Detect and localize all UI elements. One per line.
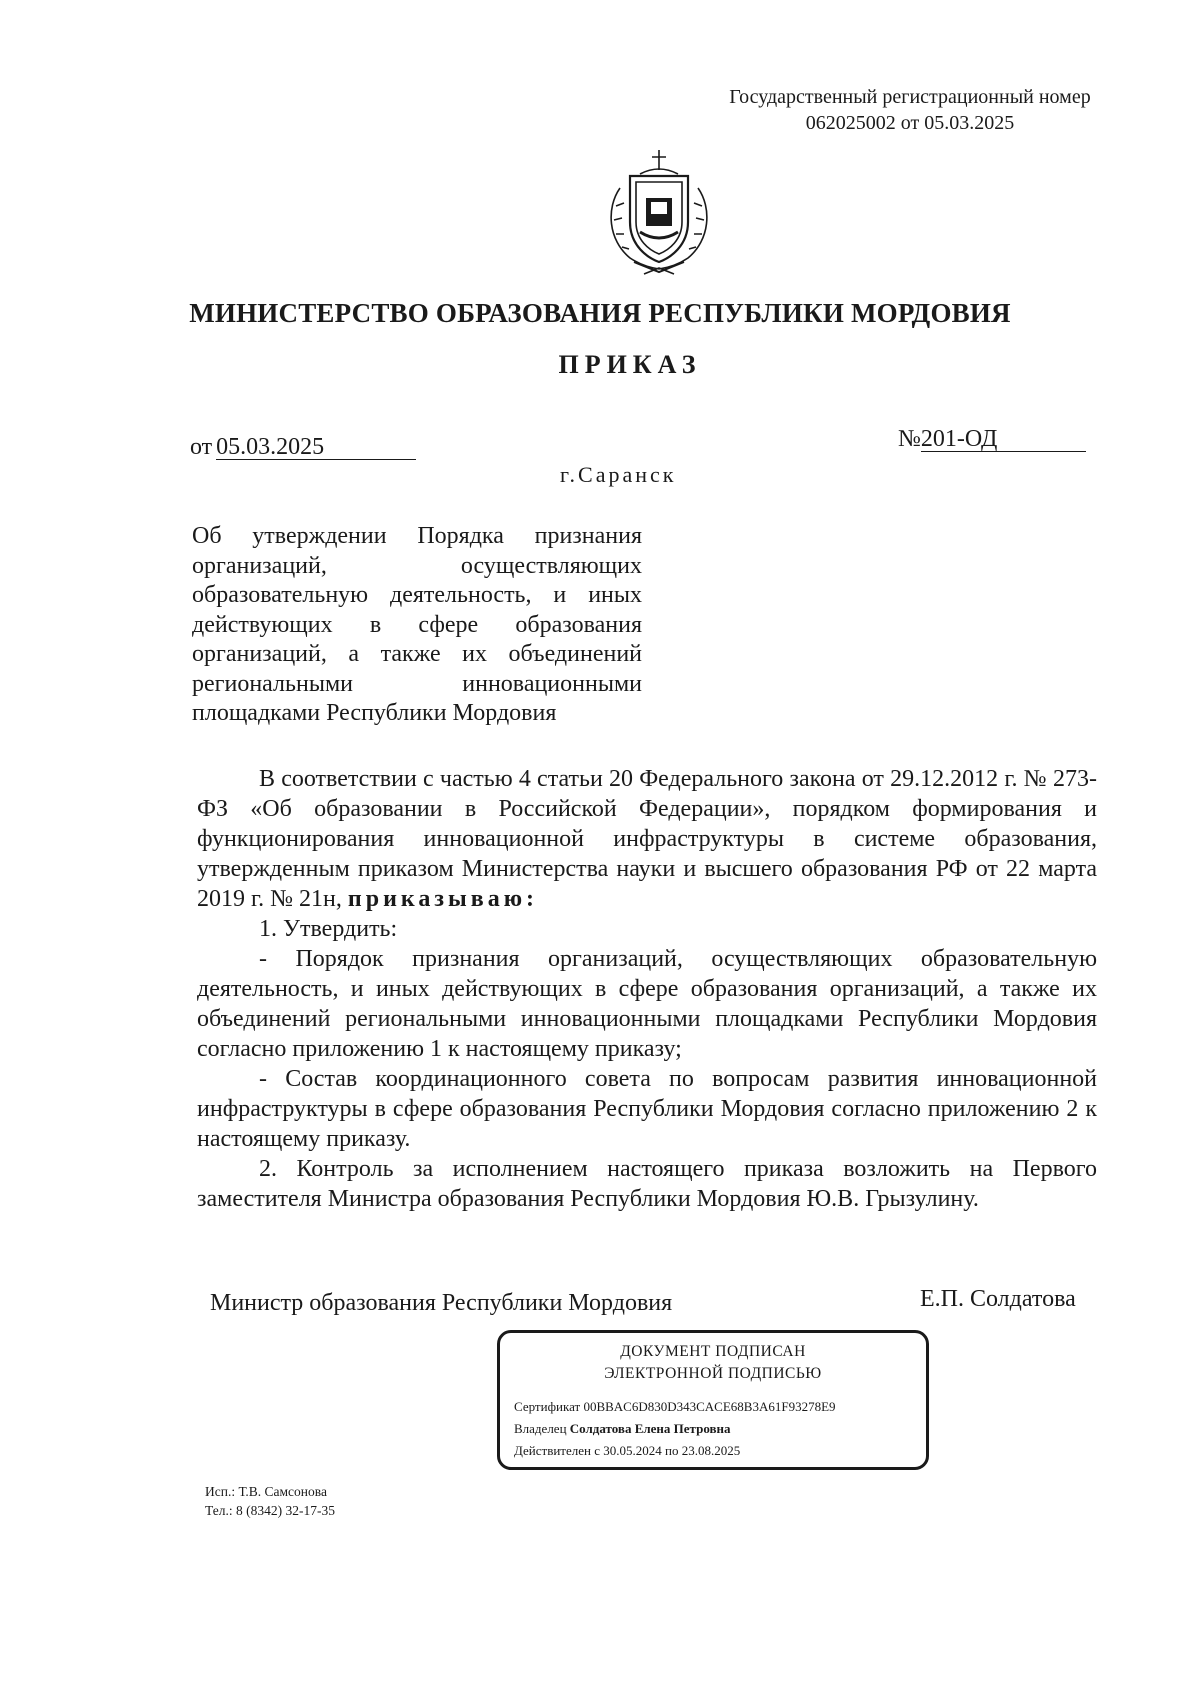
item-2: 2. Контроль за исполнением настоящего приказа возложить на Первого заместителя Министра образования Республики Мордовия Ю.В. Грызулину.	[197, 1156, 1097, 1212]
order-number-line	[898, 426, 1086, 453]
order-word: приказываю:	[347, 886, 539, 912]
signatory-name: Е.П. Солдатова	[920, 1286, 1076, 1312]
stamp-line-1: ДОКУМЕНТ ПОДПИСАН	[620, 1343, 806, 1360]
signatory-position: Министр образования Республики Мордовия	[210, 1290, 673, 1316]
executor-name: Исп.: Т.В. Самсонова	[205, 1484, 327, 1499]
registration-label: Государственный регистрационный номер	[729, 86, 1091, 108]
item-1-a: - Порядок признания организаций, осуществляющих образовательную деятельность, и иных действующих в сфере образования организаций, а также их объединений региональными инновационными площадками Республики Мордовия согласно приложению 1 к настоящему приказу;	[197, 946, 1097, 1062]
city: г.Саранск	[560, 462, 677, 487]
preamble-text: В соответствии с частью 4 статьи 20 Федерального закона от 29.12.2012 г. № 273-ФЗ «Об образовании в Российской Федерации», порядком формирования и функционирования инновационной инфраструктуры в системе образования, утвержденным приказом Министерства науки и высшего образования РФ от 22 марта 2019 г. № 21н,	[197, 766, 1097, 912]
stamp-validity: Действителен с 30.05.2024 по 23.08.2025	[514, 1443, 741, 1458]
item-1-b: - Состав координационного совета по вопросам развития инновационной инфраструктуры в сфере образования Республики Мордовия согласно приложению 2 к настоящему приказу.	[197, 1066, 1097, 1152]
item-1: 1. Утвердить:	[259, 916, 398, 942]
electronic-signature-stamp	[497, 1330, 929, 1470]
order-body	[197, 764, 1097, 1214]
ministry-title: МИНИСТЕРСТВО ОБРАЗОВАНИЯ РЕСПУБЛИКИ МОРДОВИЯ	[189, 298, 1011, 328]
order-date-line	[190, 434, 416, 461]
stamp-owner: Владелец Солдатова Елена Петровна	[514, 1421, 731, 1436]
preamble-paragraph	[197, 764, 1097, 914]
order-subject: Об утверждении Порядка признания организаций, осуществляющих образовательную деятельность, и иных действующих в сфере образования организаций, а также их объединений региональными инновационными площадками Республики Мордовия	[192, 523, 642, 726]
number-prefix: №	[898, 426, 921, 452]
registration-value: 062025002 от 05.03.2025	[805, 112, 1015, 134]
registration-number-block	[700, 84, 1120, 136]
order-date: 05.03.2025	[216, 435, 416, 460]
document-type-title: ПРИКАЗ	[558, 350, 702, 379]
date-prefix: от	[190, 434, 213, 460]
order-number: 201-ОД	[921, 427, 1086, 452]
executor-phone: Тел.: 8 (8342) 32-17-35	[205, 1503, 335, 1518]
stamp-certificate: Сертификат 00BBAC6D830D343CACE68B3A61F93278E9	[514, 1399, 836, 1414]
coat-of-arms-icon	[600, 148, 718, 278]
stamp-line-2: ЭЛЕКТРОННОЙ ПОДПИСЬЮ	[604, 1365, 822, 1382]
executor-block	[205, 1482, 335, 1520]
